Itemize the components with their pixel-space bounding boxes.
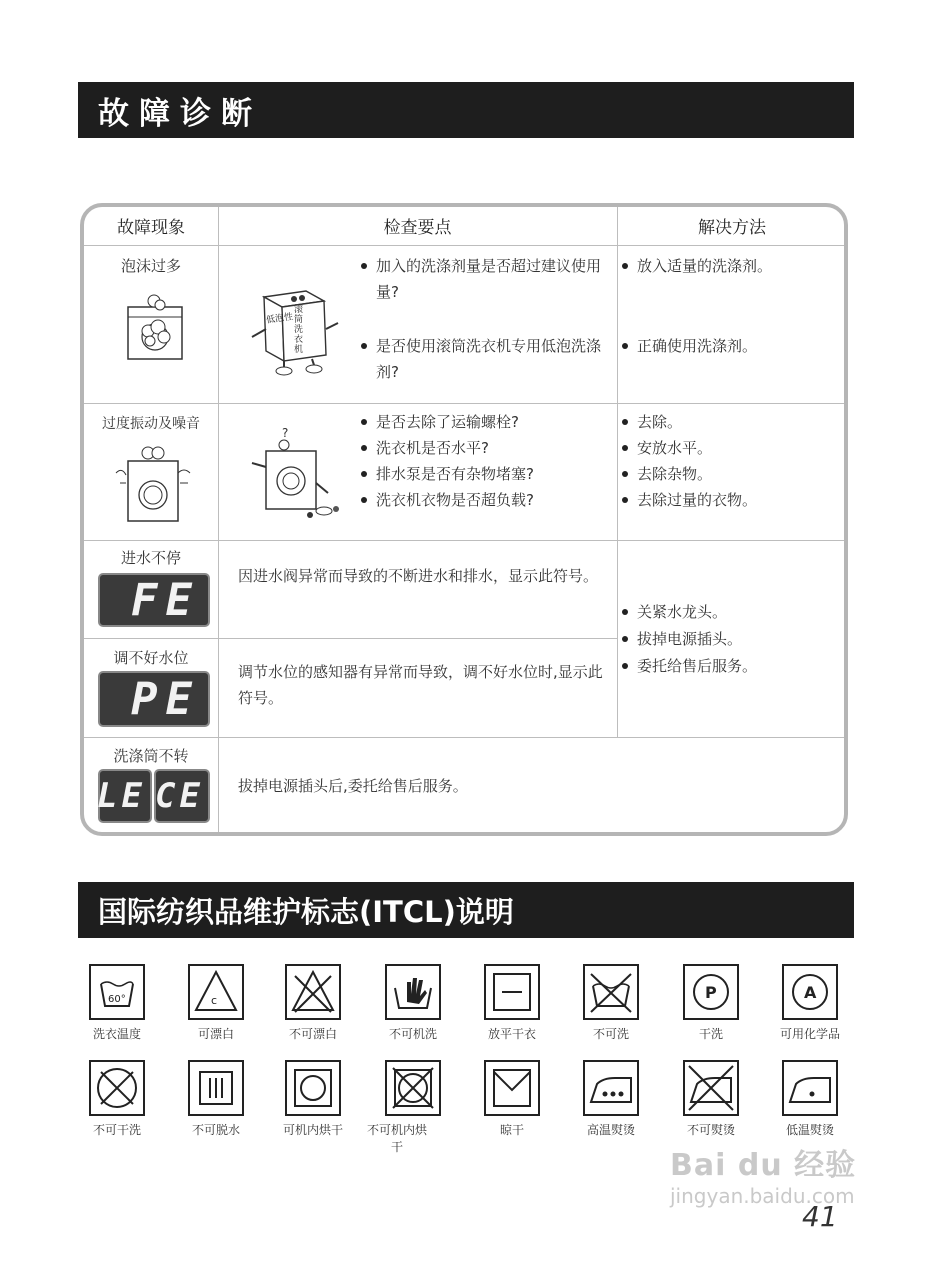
solutions-foam	[621, 253, 846, 359]
check-item: 洗衣机是否水平?	[360, 435, 610, 461]
do-not-tumble-dry-icon	[385, 1060, 441, 1116]
lcd-code-le: LE	[98, 769, 152, 823]
care-label: 干洗	[698, 1027, 723, 1041]
check-item: 是否使用滚筒洗衣机专用低泡洗涤剂?	[360, 333, 610, 385]
do-not-iron-icon	[683, 1060, 739, 1116]
watermark-line1: Bai du 经验	[670, 1148, 857, 1183]
iron-low-icon	[782, 1060, 838, 1116]
lcd-code-pe: PE	[98, 671, 210, 727]
check-item: 加入的洗涤剂量是否超过建议使用量?	[360, 253, 610, 305]
solution-item: 安放水平。	[621, 435, 846, 461]
check-item: 排水泵是否有杂物堵塞?	[360, 461, 610, 487]
table-divider	[218, 207, 219, 832]
svg-text:?: ?	[282, 426, 289, 440]
section-title-troubleshooting	[78, 82, 854, 138]
symptom-continuous-inlet: 进水不停	[120, 549, 181, 567]
care-label: 不可机洗	[388, 1027, 437, 1041]
washer-check-illustration	[244, 423, 344, 523]
detergent-box-side-label: 滚筒洗衣机	[294, 305, 304, 355]
care-label: 不可熨烫	[686, 1123, 735, 1137]
dry-flat-icon	[484, 964, 540, 1020]
do-not-dry-clean-icon	[89, 1060, 145, 1116]
section-title-text: 故障诊断	[98, 95, 262, 132]
care-label: 不可机内烘干	[367, 1123, 428, 1154]
header-symptom: 故障现象	[117, 218, 185, 238]
iron-high-icon	[583, 1060, 639, 1116]
description-fe: 因进水阀异常而导致的不断进水和排水，显示此符号。	[238, 567, 599, 585]
table-divider	[84, 540, 844, 541]
solution-item: 去除。	[621, 409, 846, 435]
foam-washer-illustration	[120, 293, 190, 363]
care-label: 不可干洗	[92, 1123, 141, 1137]
bleach-text: c	[211, 994, 218, 1007]
solutions-fe-pe	[621, 599, 846, 680]
section-title-text: 国际纺织品维护标志(ITCL)说明	[98, 894, 514, 929]
table-divider	[84, 638, 617, 639]
header-check: 检查要点	[383, 218, 452, 238]
care-label: 低温熨烫	[785, 1123, 834, 1137]
care-label: 不可洗	[592, 1027, 629, 1041]
table-divider	[617, 207, 618, 737]
description-lece: 拔掉电源插头后,委托给售后服务。	[238, 777, 468, 795]
page-number: 41	[802, 1200, 838, 1233]
baidu-watermark	[670, 1140, 856, 1208]
care-label: 不可脱水	[191, 1123, 240, 1137]
line-dry-icon	[484, 1060, 540, 1116]
dry-clean-p-icon	[683, 964, 739, 1020]
care-label: 高温熨烫	[586, 1123, 635, 1137]
do-not-wash-icon	[583, 964, 639, 1020]
solution-item: 委托给售后服务。	[621, 653, 846, 680]
solution-item: 放入适量的洗涤剂。	[621, 253, 846, 279]
care-label: 放平干衣	[487, 1027, 536, 1041]
wash-temp-text: 60°	[108, 994, 126, 1005]
symptom-vibration: 过度振动及噪音	[102, 416, 200, 432]
care-label: 洗衣温度	[92, 1027, 141, 1041]
section-title-care-symbols	[78, 882, 854, 938]
solution-item: 正确使用洗涤剂。	[621, 333, 846, 359]
dry-clean-a-text: A	[804, 983, 817, 1002]
symptom-foam: 泡沫过多	[120, 257, 181, 275]
check-item: 是否去除了运输螺栓?	[360, 409, 610, 435]
vibrating-washer-illustration	[110, 443, 194, 527]
care-label: 可用化学品	[779, 1027, 840, 1041]
solution-item: 去除过量的衣物。	[621, 487, 846, 513]
solution-item: 关紧水龙头。	[621, 599, 846, 626]
solution-item: 拔掉电源插头。	[621, 626, 846, 653]
hand-wash-icon	[385, 964, 441, 1020]
solutions-vibration	[621, 409, 846, 513]
table-divider	[84, 737, 844, 738]
description-pe: 调节水位的感知器有异常而导致，调不好水位时,显示此符号。	[238, 663, 603, 707]
table-divider	[84, 245, 844, 246]
detergent-box-front-label: 低泡性	[265, 312, 294, 326]
care-label: 不可漂白	[288, 1027, 337, 1041]
wash-60-icon	[89, 964, 145, 1020]
dry-clean-p-text: P	[705, 983, 717, 1002]
lcd-code-ce: CE	[154, 769, 210, 823]
solution-item: 去除杂物。	[621, 461, 846, 487]
lcd-code-fe: FE	[98, 573, 210, 627]
tumble-dry-icon	[285, 1060, 341, 1116]
watermark-line2: jingyan.baidu.com	[670, 1184, 855, 1208]
dry-clean-a-icon	[782, 964, 838, 1020]
care-label: 晾干	[499, 1123, 524, 1137]
bleach-icon	[188, 964, 244, 1020]
checks-foam	[360, 253, 610, 385]
symptom-water-level: 调不好水位	[113, 649, 189, 667]
troubleshooting-table	[80, 203, 848, 836]
symptom-drum-not-rotating: 洗涤筒不转	[113, 747, 189, 765]
table-divider	[84, 403, 844, 404]
checks-vibration	[360, 409, 610, 513]
care-label: 可漂白	[197, 1027, 234, 1041]
do-not-wring-icon	[188, 1060, 244, 1116]
care-label: 可机内烘干	[282, 1123, 343, 1137]
no-bleach-icon	[285, 964, 341, 1020]
check-item: 洗衣机衣物是否超负载?	[360, 487, 610, 513]
header-solution: 解决方法	[698, 218, 766, 238]
